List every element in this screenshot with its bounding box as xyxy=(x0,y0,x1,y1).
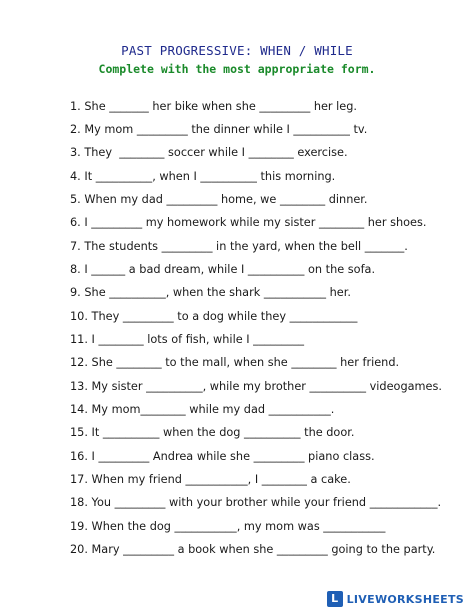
exercise-item: 4. It __________, when I __________ this morning. xyxy=(70,170,336,183)
liveworksheets-logo xyxy=(327,591,464,607)
exercise-item: 12. She ________ to the mall, when she ________ her friend. xyxy=(70,356,400,369)
exercise-item: 5. When my dad _________ home, we ________ dinner. xyxy=(70,193,368,206)
exercise-item: 17. When my friend ___________, I ________ a cake. xyxy=(70,473,351,486)
exercise-item: 20. Mary _________ a book when she _________ going to the party. xyxy=(70,543,436,556)
exercise-item: 6. I _________ my homework while my sister ________ her shoes. xyxy=(70,216,427,229)
exercise-item: 3. They ________ soccer while I ________ exercise. xyxy=(70,146,348,159)
exercise-item: 16. I _________ Andrea while she _________ piano class. xyxy=(70,450,375,463)
liveworksheets-brand-text: LIVEWORKSHEETS xyxy=(346,592,464,606)
worksheet-title: PAST PROGRESSIVE: WHEN / WHILE xyxy=(121,43,353,58)
exercise-item: 2. My mom _________ the dinner while I __________ tv. xyxy=(70,123,368,136)
exercise-item: 7. The students _________ in the yard, when the bell _______. xyxy=(70,240,408,253)
exercise-item: 10. They _________ to a dog while they ____________ xyxy=(70,310,358,323)
exercise-item: 1. She _______ her bike when she _________ her leg. xyxy=(70,100,358,113)
liveworksheets-logo-icon: L xyxy=(327,591,343,607)
exercise-item: 11. I ________ lots of fish, while I _________ xyxy=(70,333,305,346)
exercise-item: 13. My sister __________, while my brother __________ videogames. xyxy=(70,380,442,393)
worksheet-instructions: Complete with the most appropriate form. xyxy=(98,62,376,76)
exercise-item: 19. When the dog ___________, my mom was ___________ xyxy=(70,520,386,533)
exercise-item: 8. I ______ a bad dream, while I __________ on the sofa. xyxy=(70,263,376,276)
exercise-item: 15. It __________ when the dog __________ the door. xyxy=(70,426,355,439)
exercise-item: 9. She __________, when the shark ___________ her. xyxy=(70,286,351,299)
exercise-item: 18. You _________ with your brother while your friend ____________. xyxy=(70,496,442,509)
exercise-item: 14. My mom________ while my dad ___________. xyxy=(70,403,335,416)
